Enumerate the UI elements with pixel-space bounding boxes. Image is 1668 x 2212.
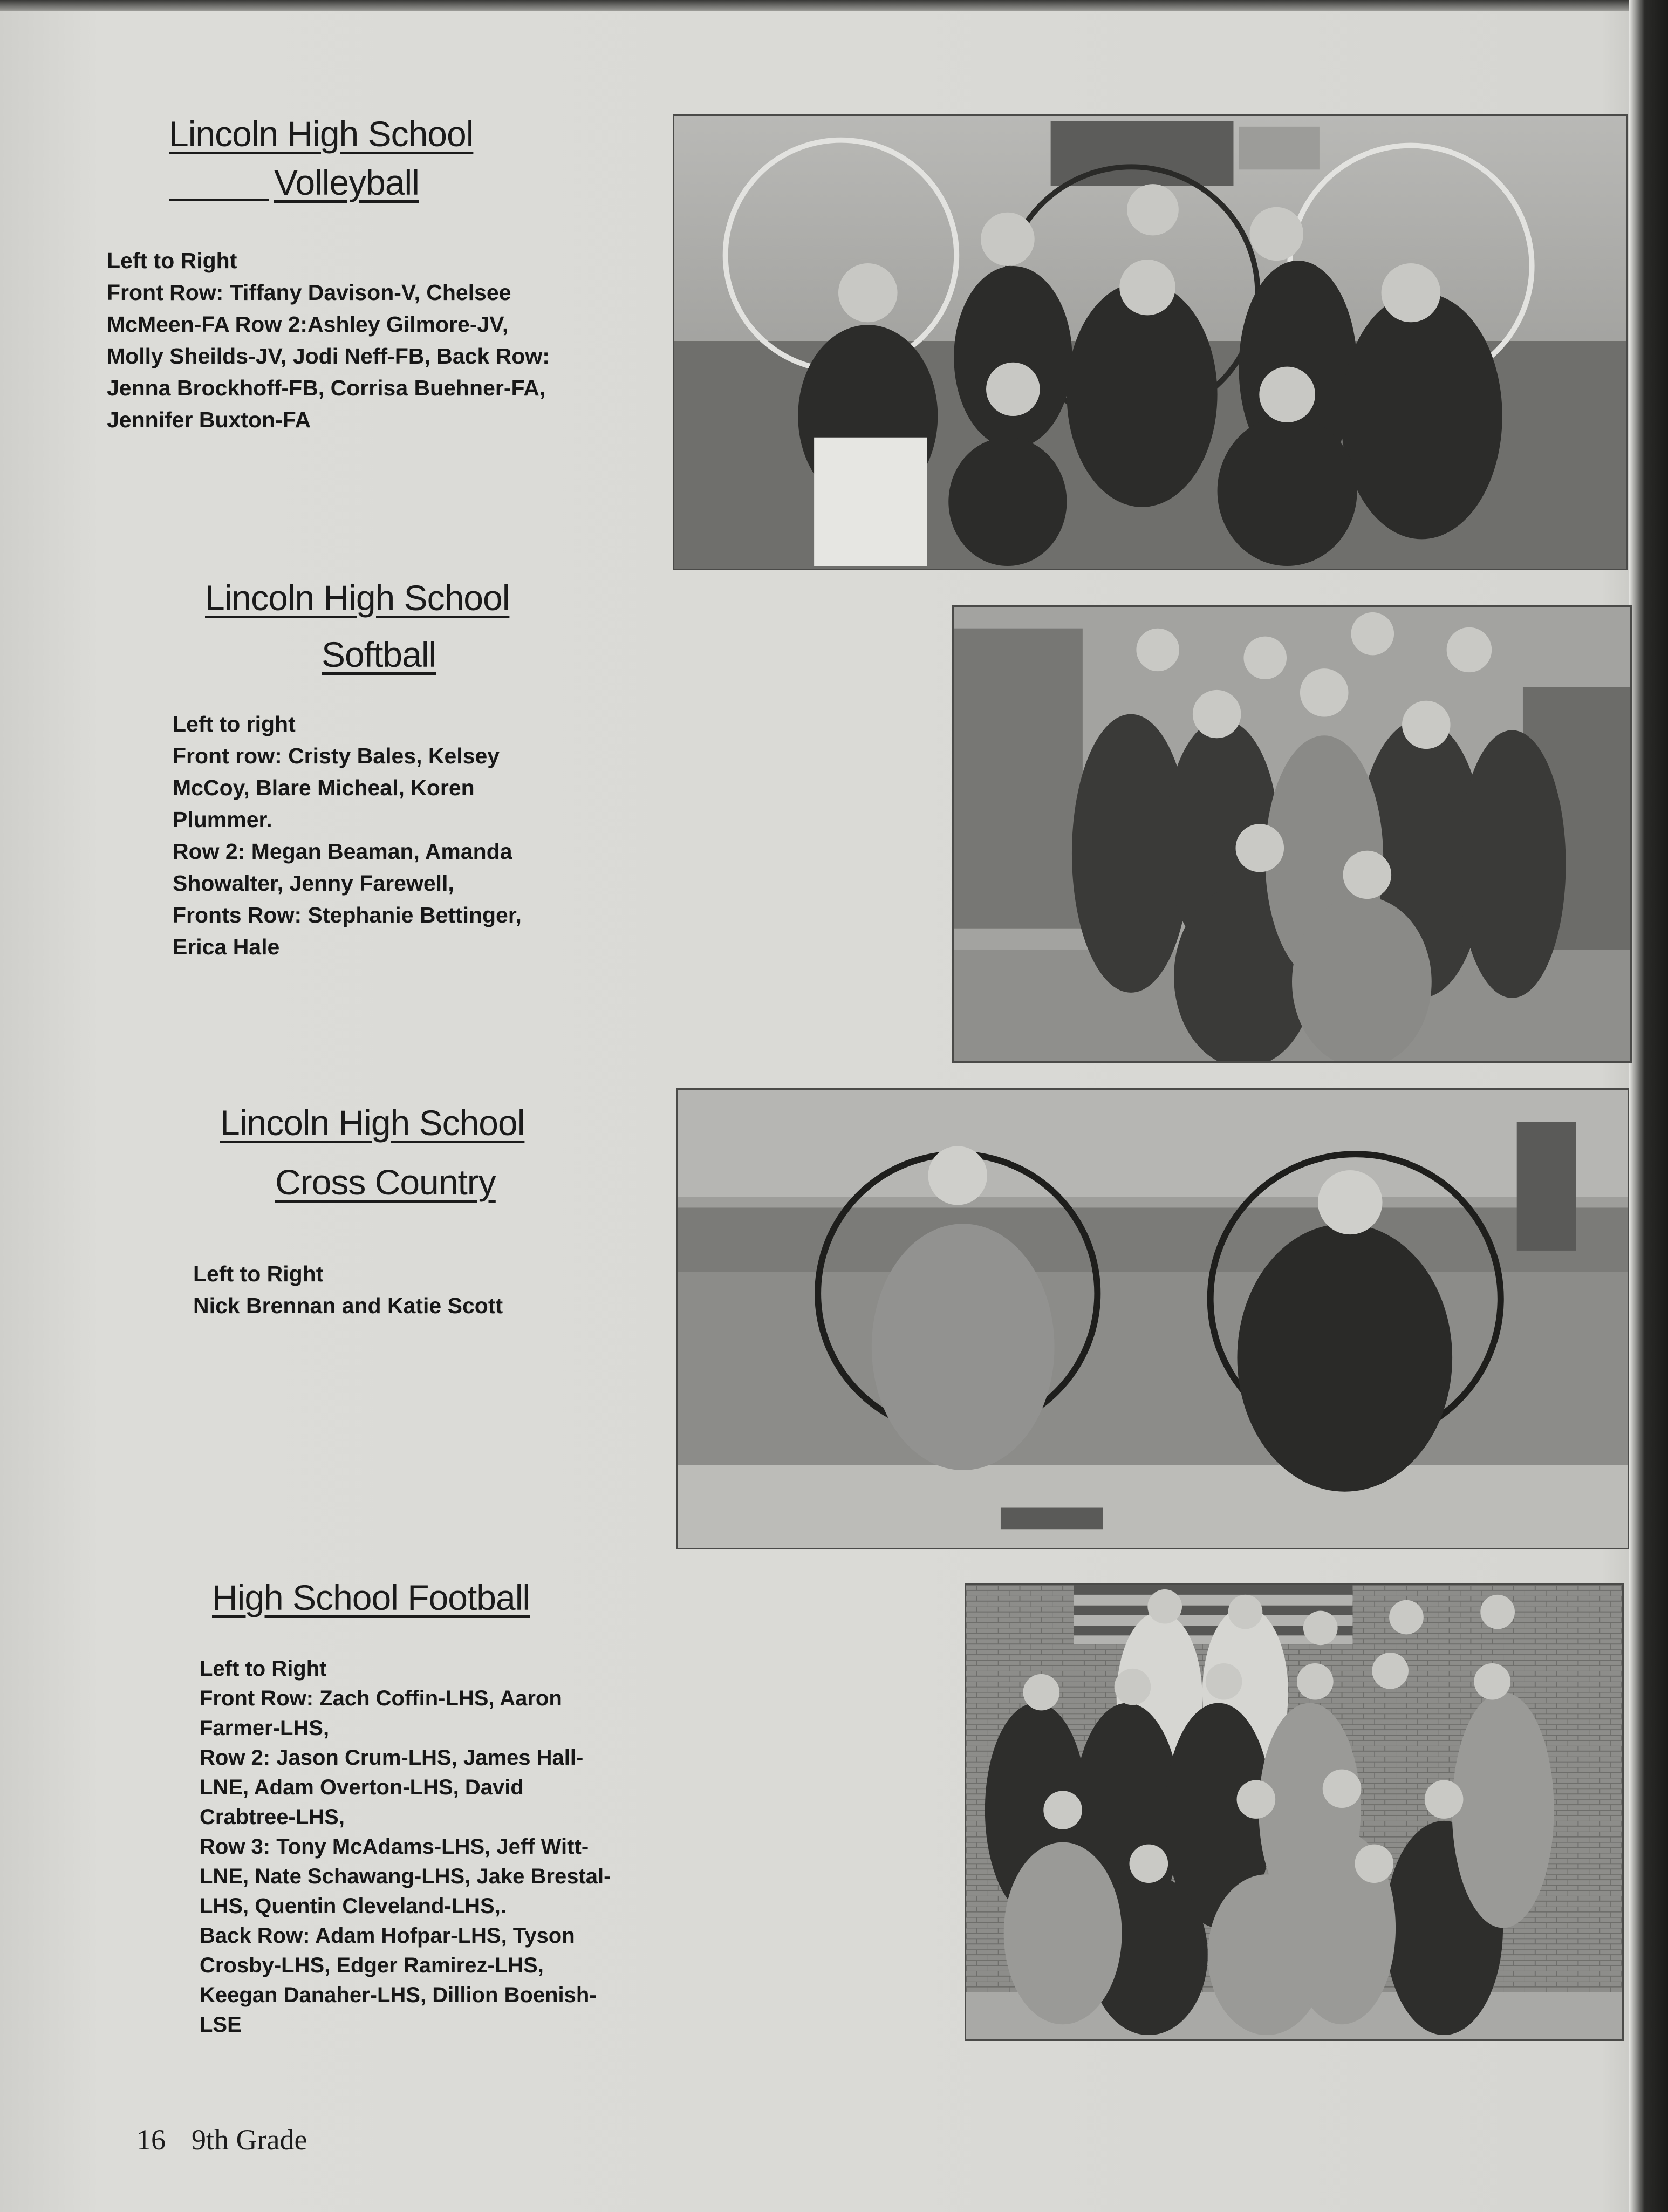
football-title: High School Football bbox=[212, 1578, 530, 1617]
caption-line: Left to Right bbox=[193, 1261, 324, 1286]
volleyball-team-photo bbox=[673, 114, 1628, 570]
caption-line: Nick Brennan and Katie Scott bbox=[193, 1293, 503, 1318]
caption-line: LHS, Quentin Cleveland-LHS,. bbox=[200, 1894, 507, 1918]
caption-line: Crabtree-LHS, bbox=[200, 1805, 345, 1829]
caption-line: Farmer-LHS, bbox=[200, 1716, 330, 1740]
softball-team-photo bbox=[952, 605, 1632, 1063]
cross-country-title-line2: Cross Country bbox=[275, 1162, 496, 1202]
section-label: 9th Grade bbox=[192, 2124, 307, 2156]
softball-title-line2: Softball bbox=[322, 634, 436, 674]
caption-line: McMeen-FA Row 2:Ashley Gilmore-JV, bbox=[107, 312, 509, 337]
softball-title-line1: Lincoln High School bbox=[205, 578, 510, 618]
caption-line: Plummer. bbox=[173, 807, 272, 832]
caption-line: LNE, Adam Overton-LHS, David bbox=[200, 1776, 524, 1799]
caption-line: Molly Sheilds-JV, Jodi Neff-FB, Back Row: bbox=[107, 344, 550, 368]
page-number: 16 bbox=[136, 2124, 166, 2156]
caption-line: Crosby-LHS, Edger Ramirez-LHS, bbox=[200, 1954, 544, 1977]
softball-caption bbox=[173, 708, 522, 963]
caption-line: Row 2: Megan Beaman, Amanda bbox=[173, 839, 512, 864]
caption-line: Jennifer Buxton-FA bbox=[107, 407, 311, 432]
football-caption bbox=[200, 1654, 611, 2040]
caption-line: Row 2: Jason Crum-LHS, James Hall- bbox=[200, 1746, 584, 1770]
caption-line: Keegan Danaher-LHS, Dillion Boenish- bbox=[200, 1983, 597, 2007]
volleyball-title-rule bbox=[169, 199, 269, 201]
caption-line: Left to right bbox=[173, 712, 296, 736]
volleyball-title-line2: Volleyball bbox=[274, 162, 419, 202]
caption-line: LSE bbox=[200, 2013, 242, 2037]
football-team-photo bbox=[965, 1583, 1624, 2041]
scan-top-edge bbox=[0, 0, 1668, 11]
page-footer bbox=[136, 2123, 333, 2156]
caption-line: Erica Hale bbox=[173, 934, 280, 959]
caption-line: Front Row: Zach Coffin-LHS, Aaron bbox=[200, 1687, 562, 1710]
cross-country-photo bbox=[676, 1088, 1629, 1549]
volleyball-title-line1: Lincoln High School bbox=[169, 114, 474, 154]
caption-line: Row 3: Tony McAdams-LHS, Jeff Witt- bbox=[200, 1835, 589, 1859]
volleyball-caption bbox=[107, 245, 550, 436]
cross-country-caption bbox=[193, 1258, 503, 1322]
cross-country-title-line1: Lincoln High School bbox=[220, 1103, 525, 1143]
caption-line: LNE, Nate Schawang-LHS, Jake Brestal- bbox=[200, 1865, 611, 1888]
caption-line: Back Row: Adam Hofpar-LHS, Tyson bbox=[200, 1924, 575, 1948]
caption-line: Jenna Brockhoff-FB, Corrisa Buehner-FA, bbox=[107, 376, 546, 400]
caption-line: Fronts Row: Stephanie Bettinger, bbox=[173, 903, 522, 927]
scan-binding-edge bbox=[1629, 0, 1668, 2212]
caption-line: Left to Right bbox=[200, 1657, 327, 1681]
caption-line: Front Row: Tiffany Davison-V, Chelsee bbox=[107, 280, 511, 305]
caption-line: Left to Right bbox=[107, 248, 237, 273]
caption-line: Front row: Cristy Bales, Kelsey bbox=[173, 743, 500, 768]
caption-line: Showalter, Jenny Farewell, bbox=[173, 871, 454, 896]
caption-line: McCoy, Blare Micheal, Koren bbox=[173, 775, 475, 800]
